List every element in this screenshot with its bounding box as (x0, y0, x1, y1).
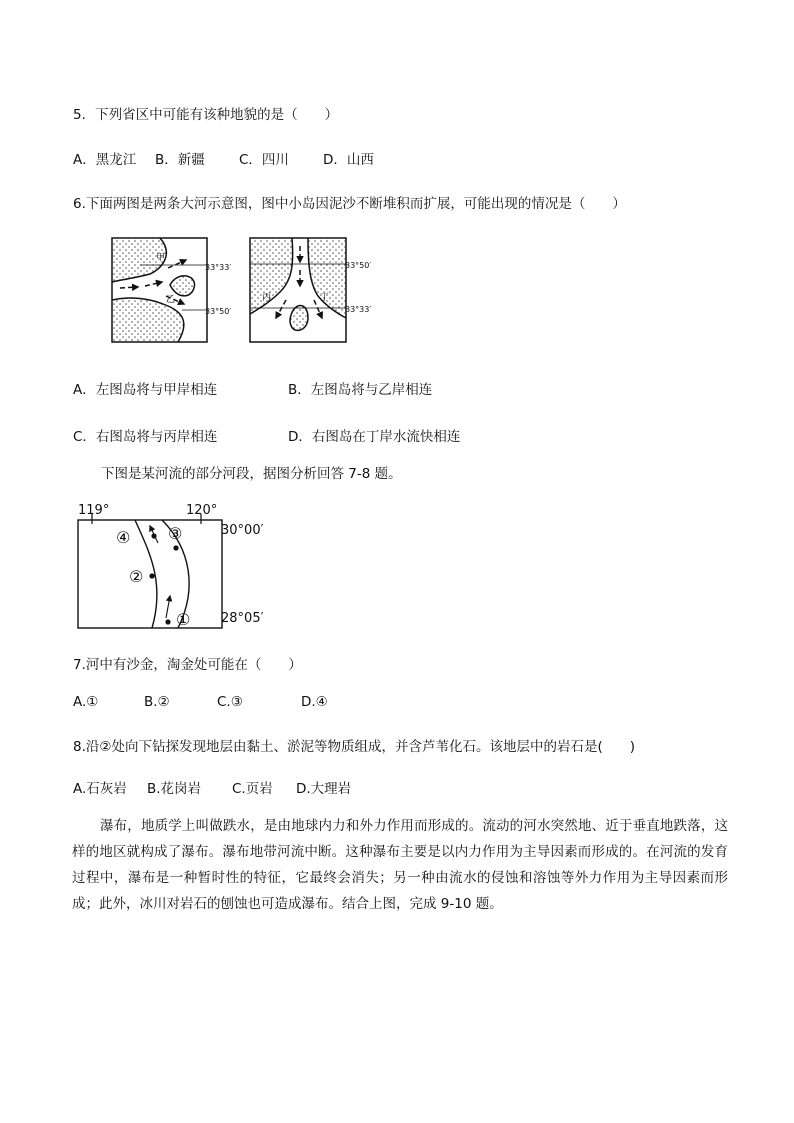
point-2-dot (149, 573, 154, 578)
q7-option-b: B.② (144, 694, 170, 710)
point-3-label: ③ (168, 524, 183, 543)
q5-option-d: D．山西 (323, 152, 374, 168)
lat-right-lower: 33°33′ (345, 305, 372, 314)
q6-option-c: C．右图岛将与丙岸相连 (73, 429, 218, 445)
intro-7-8: 下图是某河流的部分河段，据图分析回答 7-8 题。 (101, 466, 402, 482)
point-4-label: ④ (116, 528, 131, 547)
q5-option-b: B．新疆 (155, 152, 205, 168)
q8-option-c: C.页岩 (232, 781, 273, 797)
q6-stem: 6.下面两图是两条大河示意图，图中小岛因泥沙不断堆积而扩展，可能出现的情况是（ ） (73, 196, 626, 212)
q7-option-d: D.④ (301, 694, 328, 710)
label-jia: 甲 (156, 253, 166, 263)
q6-option-b: B．左图岛将与乙岸相连 (288, 382, 433, 398)
island-right (290, 305, 308, 330)
lat-left-lower: 33°50′ (205, 307, 232, 316)
q8-option-a: A.石灰岩 (73, 781, 127, 797)
point-4-dot (151, 533, 156, 538)
lat-right-upper: 33°50′ (345, 261, 372, 270)
q7-stem: 7.河中有沙金，淘金处可能在（ ） (73, 657, 302, 673)
label-ding: 丁 (320, 293, 330, 303)
river-map (70, 498, 290, 633)
q6-left-map (112, 238, 231, 342)
point-2-label: ② (129, 567, 144, 586)
q5-option-c: C．四川 (239, 152, 289, 168)
q6-option-a: A．左图岛将与甲岸相连 (73, 382, 218, 398)
point-1-dot (165, 619, 170, 624)
island-left (170, 276, 195, 296)
q8-stem: 8.沿②处向下钻探发现地层由黏土、淤泥等物质组成，并含芦苇化石。该地层中的岩石是( ) (73, 739, 636, 755)
lon-right: 120° (186, 503, 218, 518)
q7-option-a: A.① (73, 694, 99, 710)
q8-option-d: D.大理岩 (296, 781, 352, 797)
waterfall-passage: 瀑布，地质学上叫做跌水，是由地球内力和外力作用而形成的。流动的河水突然地、近于垂直地跌落，这样的地区就构成了瀑布。瀑布地带河流中断。这种瀑布主要是以内力作用为主导因素而形成的。在河流的发育过程中，瀑布是一种暂时性的特征，它最终会消失；另一种由流水的侵蚀和溶蚀等外力作用为主导因素而形成；此外，冰川对岩石的刨蚀也可造成瀑布。结合上图，完成 9-10 题。 (72, 818, 728, 912)
q6-right-map (250, 238, 371, 342)
q5-stem: 5．下列省区中可能有该种地貌的是（ ） (73, 107, 339, 123)
q8-option-b: B.花岗岩 (147, 781, 202, 797)
q6-figure (100, 230, 390, 345)
lat-top: 30°00′ (221, 523, 264, 538)
q5-option-a: A．黑龙江 (73, 152, 137, 168)
point-1-label: ① (176, 610, 191, 629)
q7-option-c: C.③ (217, 694, 243, 710)
label-bing: 丙 (262, 293, 272, 303)
label-yi: 乙 (166, 295, 176, 305)
bank-bing (250, 238, 293, 314)
lon-left: 119° (78, 503, 110, 518)
lat-bottom: 28°05′ (221, 611, 264, 626)
lat-left-upper: 33°33′ (205, 263, 232, 272)
point-3-dot (173, 545, 178, 550)
q6-option-d: D．右图岛在丁岸水流快相连 (288, 429, 461, 445)
